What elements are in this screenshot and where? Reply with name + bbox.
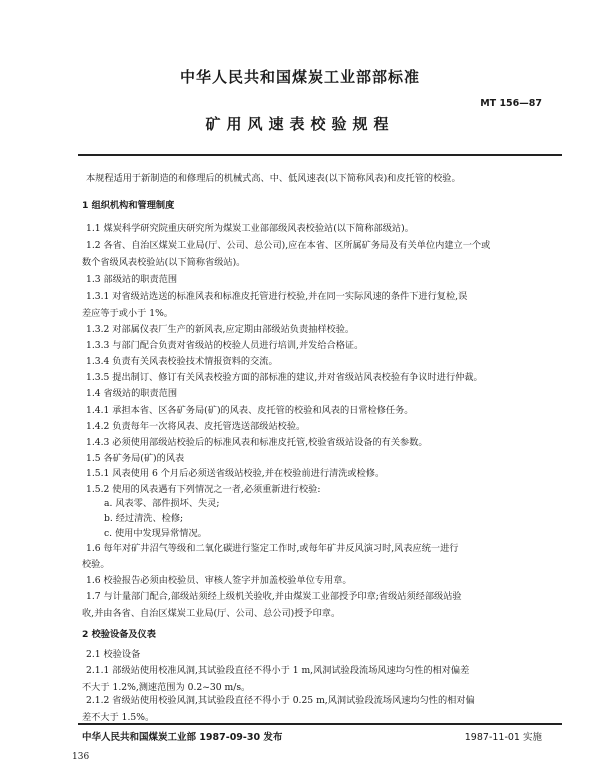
body-line: 1.3.2 对部属仪表厂生产的新风表,应定期由部级站负责抽样校验。: [86, 324, 355, 335]
body-line: 差不大于 1.5%。: [82, 712, 155, 723]
top-divider: [78, 154, 562, 156]
body-line: 1.5 各矿务局(矿)的风表: [86, 453, 185, 464]
section-heading: 1 组织机构和管理制度: [82, 200, 175, 211]
bottom-divider: [78, 723, 562, 725]
body-line: 1.4 省级站的职责范围: [86, 388, 178, 399]
body-line: 1.6 校验报告必须由校验员、审核人签字并加盖校验单位专用章。: [86, 575, 352, 586]
body-line: 1.2 各省、自治区煤炭工业局(厅、公司、总公司),应在本省、区所属矿务局及有关单位内建立一个或: [86, 240, 491, 251]
body-line: c. 使用中发现异常情况。: [104, 528, 207, 539]
body-line: 2.1 校验设备: [86, 649, 141, 660]
body-line: 1.5.2 使用的风表遇有下列情况之一者,必须重新进行校验:: [86, 484, 321, 495]
body-line: 数个省级风表校验站(以下简称省级站)。: [82, 257, 246, 268]
section-heading: 2 校验设备及仪表: [82, 629, 156, 640]
body-line: b. 经过清洗、检修;: [104, 513, 184, 524]
body-line: 差应等于或小于 1%。: [82, 308, 173, 319]
issue-date: 中华人民共和国煤炭工业部 1987-09-30 发布: [82, 732, 283, 743]
body-line: 1.5.1 风表使用 6 个月后必须送省级站校验,并在校验前进行清洗或检修。: [86, 468, 385, 479]
document-title: 矿用风速表校验规程: [205, 115, 395, 133]
body-line: 1.4.3 必须使用部级站校验后的标准风表和标准皮托管,校验省级站设备的有关参数。: [86, 437, 428, 448]
body-line: 1.1 煤炭科学研究院重庆研究所为煤炭工业部部级风表校验站(以下简称部级站)。: [86, 223, 414, 234]
body-line: a. 风表零、部件损坏、失灵;: [104, 498, 220, 509]
body-line: 2.1.1 部级站使用校准风洞,其试验段直径不得小于 1 m,风洞试验段流场风速均匀性的相对偏差: [86, 665, 470, 676]
body-line: 1.3.1 对省级站选送的标准风表和标准皮托管进行校验,并在同一实际风速的条件下进行复检,误: [86, 291, 468, 302]
body-line: 1.3 部级站的职责范围: [86, 274, 178, 285]
body-line: 校验。: [82, 559, 110, 570]
issuer-title: 中华人民共和国煤炭工业部部标准: [179, 68, 420, 86]
body-line: 本规程适用于新制造的和修理后的机械式高、中、低风速表(以下简称风表)和皮托管的校验。: [86, 173, 461, 184]
body-line: 收,并由各省、自治区煤炭工业局(厅、公司、总公司)授予印章。: [82, 608, 341, 619]
implementation-date: 1987-11-01 实施: [464, 732, 542, 743]
standard-code: MT 156—87: [480, 98, 542, 109]
body-line: 1.3.5 提出制订、修订有关风表校验方面的部标准的建议,并对省级站风表校验有争议时进行仲裁。: [86, 372, 483, 383]
body-line: 1.7 与计量部门配合,部级站须经上级机关验收,并由煤炭工业部授予印章;省级站须经部级站验: [86, 591, 462, 602]
body-line: 1.4.2 负责每年一次将风表、皮托管选送部级站校验。: [86, 421, 306, 432]
body-line: 1.3.4 负责有关风表校验技术情报资料的交流。: [86, 356, 278, 367]
body-line: 1.4.1 承担本省、区各矿务局(矿)的风表、皮托管的校验和风表的日常检修任务。: [86, 405, 414, 416]
body-line: 1.6 每年对矿井沼气等级和二氧化碳进行鉴定工作时,或每年矿井反风演习时,风表应统一进行: [86, 543, 459, 554]
page-number: 136: [72, 752, 90, 762]
body-line: 不大于 1.2%,测速范围为 0.2~30 m/s。: [82, 682, 251, 693]
body-line: 2.1.2 省级站使用校验风洞,其试验段直径不得小于 0.25 m,风洞试验段流场风速均匀性的相对偏: [86, 695, 475, 706]
body-line: 1.3.3 与部门配合负责对省级站的校验人员进行培训,并发给合格证。: [86, 340, 364, 351]
